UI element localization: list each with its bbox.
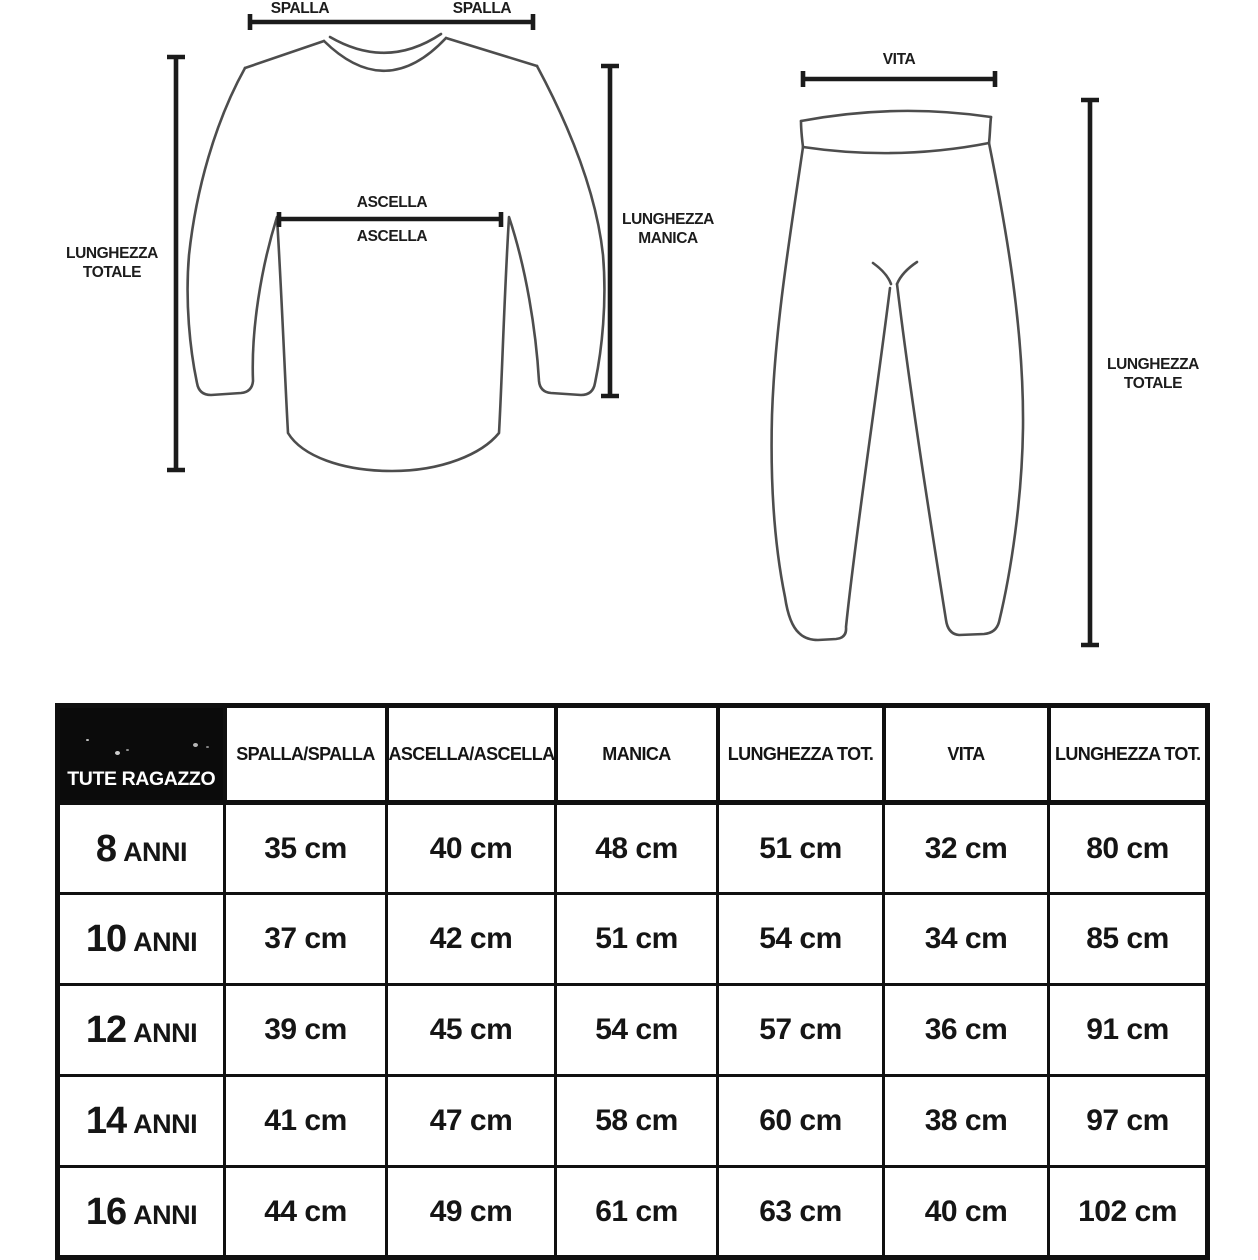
- value-cell: 61 cm: [556, 1167, 718, 1258]
- pants-right-leg: [897, 143, 1023, 635]
- value-cell: 32 cm: [884, 803, 1049, 894]
- value-cell: 36 cm: [884, 985, 1049, 1076]
- shirt-shoulder-label-left: SPALLA: [270, 0, 330, 17]
- shirt-chest-label-top: ASCELLA: [356, 194, 428, 211]
- shirt-total-length-label: [66, 245, 158, 281]
- value-cell: 91 cm: [1049, 985, 1208, 1076]
- value-cell: 40 cm: [884, 1167, 1049, 1258]
- table-row-14-anni: [58, 1076, 1208, 1167]
- value-cell: 39 cm: [225, 985, 387, 1076]
- value-cell: 63 cm: [718, 1167, 884, 1258]
- shirt-chest-measure-line: [279, 212, 501, 227]
- size-table-header: [58, 706, 1208, 803]
- shirt-chest-label-bottom: ASCELLA: [356, 228, 428, 245]
- value-cell: 51 cm: [556, 894, 718, 985]
- pants-diagram: [772, 111, 1023, 640]
- pants-crotch-right-curve: [897, 262, 917, 284]
- size-number: 10: [85, 918, 127, 960]
- value-cell: 80 cm: [1049, 803, 1208, 894]
- value-cell: 54 cm: [718, 894, 884, 985]
- value-cell: 85 cm: [1049, 894, 1208, 985]
- shirt-right-shoulder-line: [446, 38, 537, 66]
- pants-waist-measure-line: [803, 71, 995, 87]
- value-cell: 54 cm: [556, 985, 718, 1076]
- size-unit: ANNI: [133, 927, 198, 957]
- value-cell: 47 cm: [387, 1076, 556, 1167]
- size-cell: [58, 803, 225, 894]
- size-cell: [58, 985, 225, 1076]
- value-cell: 60 cm: [718, 1076, 884, 1167]
- value-cell: 42 cm: [387, 894, 556, 985]
- value-cell: 48 cm: [556, 803, 718, 894]
- shirt-shoulder-label-right: SPALLA: [452, 0, 512, 17]
- value-cell: 58 cm: [556, 1076, 718, 1167]
- value-cell: 97 cm: [1049, 1076, 1208, 1167]
- header-cell-spalla: SPALLA/SPALLA: [225, 706, 387, 803]
- value-cell: 38 cm: [884, 1076, 1049, 1167]
- header-cell-ascella: ASCELLA/ASCELLA: [387, 706, 556, 803]
- shirt-total-length-measure-line: [167, 57, 185, 470]
- value-cell: 51 cm: [718, 803, 884, 894]
- pants-waistband-top: [801, 111, 991, 121]
- value-cell: 40 cm: [387, 803, 556, 894]
- size-number: 8: [95, 827, 117, 870]
- svg-text:TOTALE: TOTALE: [1123, 375, 1183, 392]
- size-unit: ANNI: [123, 836, 188, 867]
- value-cell: 34 cm: [884, 894, 1049, 985]
- size-number: 12: [85, 1009, 127, 1051]
- header-cell-vita: VITA: [884, 706, 1049, 803]
- pants-total-length-measure-line: [1081, 100, 1099, 645]
- size-unit: ANNI: [133, 1199, 198, 1230]
- pants-total-length-label: [1107, 356, 1199, 392]
- shirt-sleeve-length-measure-line: [601, 66, 619, 396]
- svg-text:LUNGHEZZA: LUNGHEZZA: [66, 245, 158, 262]
- table-row-12-anni: [58, 985, 1208, 1076]
- pants-waistband-left-edge: [801, 121, 803, 147]
- worn-print-specks: [60, 708, 63, 710]
- size-table-body: [58, 803, 1208, 1258]
- header-cell-manica: MANICA: [556, 706, 718, 803]
- value-cell: 35 cm: [225, 803, 387, 894]
- value-cell: 41 cm: [225, 1076, 387, 1167]
- value-cell: 57 cm: [718, 985, 884, 1076]
- size-cell: [58, 1167, 225, 1258]
- svg-text:LUNGHEZZA: LUNGHEZZA: [622, 211, 714, 228]
- corner-label: TUTE RAGAZZO: [67, 768, 216, 790]
- pants-crotch-left-curve: [873, 263, 891, 284]
- pants-waistband-bottom: [803, 143, 989, 153]
- svg-text:MANICA: MANICA: [638, 230, 698, 247]
- pants-waistband-right-edge: [989, 117, 991, 143]
- size-cell: [58, 1076, 225, 1167]
- svg-text:LUNGHEZZA: LUNGHEZZA: [1107, 356, 1199, 373]
- header-row: [58, 706, 1208, 803]
- header-cell-lunghezza-tot-pants: LUNGHEZZA TOT.: [1049, 706, 1208, 803]
- size-cell: [58, 894, 225, 985]
- value-cell: 44 cm: [225, 1167, 387, 1258]
- shirt-outline: [188, 66, 605, 471]
- table-row-16-anni: [58, 1167, 1208, 1258]
- svg-text:TOTALE: TOTALE: [82, 264, 142, 281]
- value-cell: 102 cm: [1049, 1167, 1208, 1258]
- corner-cell-tute-ragazzo: [58, 706, 225, 803]
- shirt-collar-inner-arc: [330, 34, 441, 53]
- table-row-8-anni: [58, 803, 1208, 894]
- size-table: [55, 703, 1210, 1260]
- shirt-sleeve-length-label: [622, 211, 714, 247]
- table-row-10-anni: [58, 894, 1208, 985]
- value-cell: 37 cm: [225, 894, 387, 985]
- value-cell: 49 cm: [387, 1167, 556, 1258]
- shirt-diagram: [188, 34, 605, 471]
- header-cell-lunghezza-tot-shirt: LUNGHEZZA TOT.: [718, 706, 884, 803]
- size-number: 14: [85, 1100, 127, 1142]
- pants-waist-label: VITA: [882, 51, 916, 68]
- size-number: 16: [85, 1190, 127, 1233]
- shirt-left-shoulder-line: [245, 41, 324, 68]
- value-cell: 45 cm: [387, 985, 556, 1076]
- size-unit: ANNI: [133, 1018, 198, 1048]
- size-unit: ANNI: [133, 1109, 198, 1139]
- pants-left-leg: [772, 147, 890, 640]
